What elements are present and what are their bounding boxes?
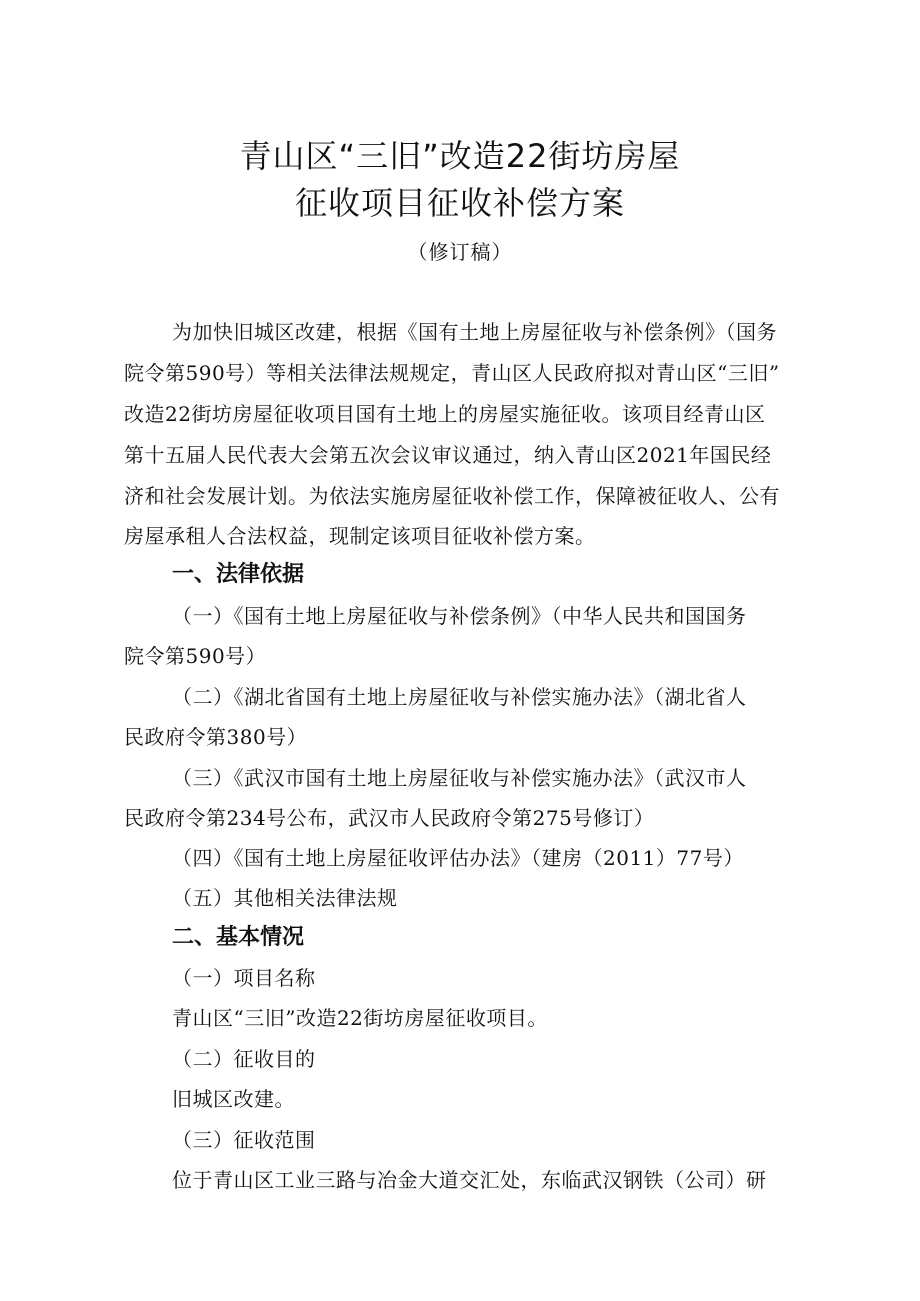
section-heading-legal-basis: 一、法律依据	[172, 562, 305, 587]
basic-info-sub3-text: 位于青山区工业三路与冶金大道交汇处，东临武汉钢铁（公司）研	[172, 1168, 767, 1192]
intro-line-1: 为加快旧城区改建，根据《国有土地上房屋征收与补偿条例》（国务	[172, 320, 777, 344]
legal-item-4: （四）《国有土地上房屋征收评估办法》（建房（2011）77号）	[172, 846, 744, 870]
basic-info-sub2-text: 旧城区改建。	[172, 1087, 295, 1111]
basic-info-sub1-text: 青山区“三旧”改造22街坊房屋征收项目。	[172, 1006, 548, 1030]
document-title-line-1: 青山区“三旧”改造22街坊房屋	[239, 137, 681, 175]
legal-item-2-line-1: （二）《湖北省国有土地上房屋征收与补偿实施办法》（湖北省人	[172, 685, 747, 709]
basic-info-sub2-label: （二）征收目的	[172, 1047, 316, 1071]
basic-info-sub1-label: （一）项目名称	[172, 966, 316, 990]
intro-line-6: 房屋承租人合法权益，现制定该项目征收补偿方案。	[124, 524, 596, 548]
intro-line-2: 院令第590号）等相关法律法规规定，青山区人民政府拟对青山区“三旧”	[124, 361, 780, 385]
intro-line-5: 济和社会发展计划。为依法实施房屋征收补偿工作，保障被征收人、公有	[124, 484, 780, 508]
document-title-line-2: 征收项目征收补偿方案	[294, 184, 625, 222]
legal-item-1-line-2: 院令第590号）	[124, 644, 267, 668]
legal-item-3-line-1: （三）《武汉市国有土地上房屋征收与补偿实施办法》（武汉市人	[172, 766, 747, 790]
legal-item-1-line-1: （一）《国有土地上房屋征收与补偿条例》（中华人民共和国国务	[172, 604, 747, 628]
intro-line-3: 改造22街坊房屋征收项目国有土地上的房屋实施征收。该项目经青山区	[124, 402, 766, 426]
legal-item-2-line-2: 民政府令第380号）	[124, 725, 308, 749]
legal-item-5: （五）其他相关法律法规	[172, 886, 398, 910]
legal-item-3-line-2: 民政府令第234号公布，武汉市人民政府令第275号修订）	[124, 806, 655, 830]
document-subtitle: （修订稿）	[407, 240, 513, 264]
section-heading-basic-info: 二、基本情况	[172, 925, 305, 950]
intro-line-4: 第十五届人民代表大会第五次会议审议通过，纳入青山区2021年国民经	[124, 443, 772, 467]
basic-info-sub3-label: （三）征收范围	[172, 1128, 316, 1152]
